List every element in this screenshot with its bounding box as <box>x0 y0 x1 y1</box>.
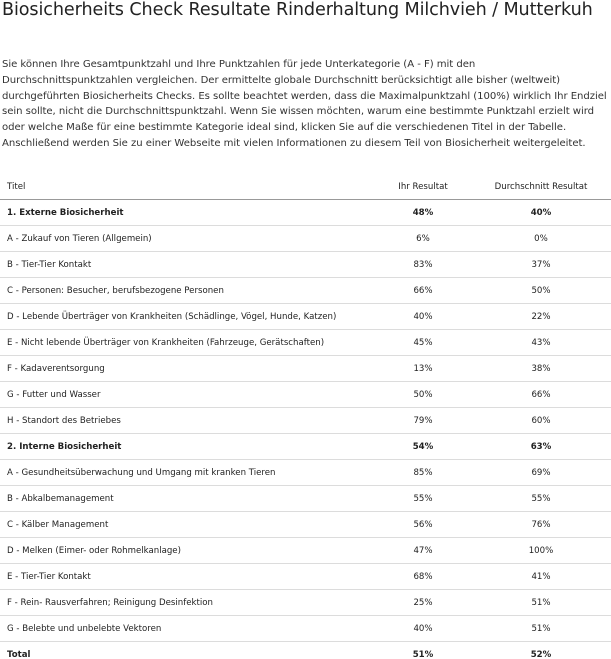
category-link[interactable]: C - Kälber Management <box>7 519 109 530</box>
row-your-result: 79% <box>375 408 471 434</box>
row-average-result: 52% <box>471 642 611 659</box>
row-title-cell <box>0 616 375 642</box>
row-average-result: 55% <box>471 486 611 512</box>
category-link[interactable]: 2. Interne Biosicherheit <box>7 441 122 452</box>
row-title-cell <box>0 564 375 590</box>
header-title: Titel <box>0 175 375 200</box>
table-row <box>0 200 611 226</box>
category-link[interactable]: 1. Externe Biosicherheit <box>7 207 124 218</box>
table-row <box>0 564 611 590</box>
row-title-cell <box>0 590 375 616</box>
category-link[interactable]: G - Belebte und unbelebte Vektoren <box>7 623 162 634</box>
row-your-result: 55% <box>375 486 471 512</box>
row-your-result: 25% <box>375 590 471 616</box>
row-your-result: 6% <box>375 226 471 252</box>
header-your-result: Ihr Resultat <box>375 175 471 200</box>
page-title: Biosicherheits Check Resultate Rinderhaltung Milchvieh / Mutterkuh <box>2 0 593 20</box>
row-average-result: 22% <box>471 304 611 330</box>
table-row <box>0 538 611 564</box>
row-your-result: 83% <box>375 252 471 278</box>
category-link[interactable]: B - Tier-Tier Kontakt <box>7 259 92 270</box>
row-title-cell <box>0 408 375 434</box>
category-link[interactable]: D - Lebende Überträger von Krankheiten (Schädlinge, Vögel, Hunde, Katzen) <box>7 311 337 322</box>
row-title-cell <box>0 356 375 382</box>
category-link[interactable]: G - Futter und Wasser <box>7 389 101 400</box>
table-row <box>0 642 611 659</box>
category-link[interactable]: E - Nicht lebende Überträger von Krankheiten (Fahrzeuge, Gerätschaften) <box>7 337 325 348</box>
row-average-result: 60% <box>471 408 611 434</box>
row-title-cell <box>0 278 375 304</box>
row-your-result: 40% <box>375 616 471 642</box>
row-your-result: 51% <box>375 642 471 659</box>
row-title-cell <box>0 252 375 278</box>
row-average-result: 51% <box>471 590 611 616</box>
intro-paragraph: Sie können Ihre Gesamtpunktzahl und Ihre Punktzahlen für jede Unterkategorie (A - F) mit den Durchschnittspunktzahlen vergleichen. Der ermittelte globale Durchschnitt berücksichtigt alle bisher (weltweit) durchgeführten Biosicherheits Checks. Es sollte beachtet werden, dass die Maximalpunktzahl (100%) wirklich Ihr Endziel sein sollte, nicht die Durchschnittspunktzahl. Wenn Sie wissen möchten, warum eine bestimmte Punktzahl erzielt wird oder welche Maße für eine bestimmte Kategorie ideal sind, klicken Sie auf die verschiedenen Titel in der Tabelle. Anschließend werden Sie zu einer Webseite mit vielen Informationen zu diesem Teil von Biosicherheit weitergeleitet. <box>2 59 607 149</box>
row-average-result: 76% <box>471 512 611 538</box>
row-title-cell <box>0 486 375 512</box>
table-row <box>0 330 611 356</box>
row-your-result: 85% <box>375 460 471 486</box>
table-row <box>0 512 611 538</box>
table-row <box>0 590 611 616</box>
row-your-result: 66% <box>375 278 471 304</box>
row-your-result: 54% <box>375 434 471 460</box>
row-average-result: 100% <box>471 538 611 564</box>
row-average-result: 41% <box>471 564 611 590</box>
row-title-cell <box>0 304 375 330</box>
row-average-result: 63% <box>471 434 611 460</box>
category-link[interactable]: C - Personen: Besucher, berufsbezogene Personen <box>7 285 224 296</box>
row-average-result: 50% <box>471 278 611 304</box>
category-link[interactable]: A - Gesundheitsüberwachung und Umgang mit kranken Tieren <box>7 467 276 478</box>
category-link[interactable]: A - Zukauf von Tieren (Allgemein) <box>7 233 152 244</box>
row-your-result: 45% <box>375 330 471 356</box>
table-header-row <box>0 175 611 200</box>
category-link[interactable]: F - Kadaverentsorgung <box>7 363 105 374</box>
row-title-cell <box>0 200 375 226</box>
row-your-result: 68% <box>375 564 471 590</box>
row-title-cell <box>0 330 375 356</box>
row-average-result: 0% <box>471 226 611 252</box>
row-average-result: 66% <box>471 382 611 408</box>
table-row <box>0 382 611 408</box>
table-row <box>0 486 611 512</box>
row-your-result: 48% <box>375 200 471 226</box>
row-title-cell <box>0 460 375 486</box>
row-title-cell <box>0 382 375 408</box>
table-row <box>0 616 611 642</box>
row-average-result: 43% <box>471 330 611 356</box>
table-body <box>0 200 611 659</box>
row-title-cell <box>0 538 375 564</box>
row-average-result: 38% <box>471 356 611 382</box>
table-row <box>0 304 611 330</box>
row-your-result: 13% <box>375 356 471 382</box>
row-title-cell <box>0 434 375 460</box>
row-title-cell <box>0 512 375 538</box>
row-average-result: 40% <box>471 200 611 226</box>
table-row <box>0 226 611 252</box>
category-link[interactable]: H - Standort des Betriebes <box>7 415 121 426</box>
table-row <box>0 434 611 460</box>
table-row <box>0 408 611 434</box>
category-link[interactable]: B - Abkalbemanagement <box>7 493 114 504</box>
table-row <box>0 278 611 304</box>
row-title: Total <box>7 649 31 659</box>
row-average-result: 37% <box>471 252 611 278</box>
row-your-result: 47% <box>375 538 471 564</box>
category-link[interactable]: D - Melken (Eimer- oder Rohmelkanlage) <box>7 545 181 556</box>
row-title-cell <box>0 226 375 252</box>
row-your-result: 40% <box>375 304 471 330</box>
results-table <box>0 175 611 659</box>
row-title-cell <box>0 642 375 659</box>
table-row <box>0 460 611 486</box>
table-row <box>0 252 611 278</box>
category-link[interactable]: F - Rein- Rausverfahren; Reinigung Desinfektion <box>7 597 213 608</box>
row-average-result: 69% <box>471 460 611 486</box>
row-average-result: 51% <box>471 616 611 642</box>
category-link[interactable]: E - Tier-Tier Kontakt <box>7 571 91 582</box>
table-row <box>0 356 611 382</box>
row-your-result: 50% <box>375 382 471 408</box>
row-your-result: 56% <box>375 512 471 538</box>
header-average-result: Durchschnitt Resultat <box>471 175 611 200</box>
